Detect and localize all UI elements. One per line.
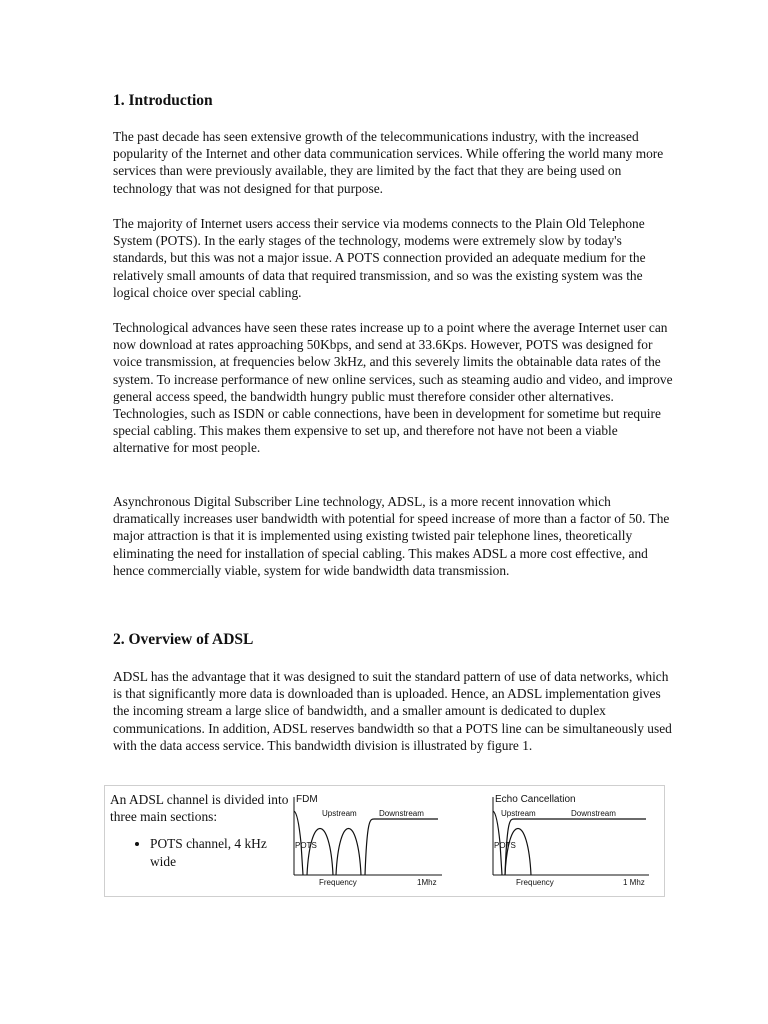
figure-description — [110, 791, 295, 870]
echo-downstream-label: Downstream — [571, 809, 616, 818]
intro-paragraph-3: Technological advances have seen these rates increase up to a point where the average Internet user can now download at rates approaching 50Kbps, and send at 33.6Kps. However, POTS was designed for voice transmission, at frequencies below 3kHz, and this severely limits the obtainable data rates of the system. To increase performance of new online services, such as steaming audio and video, and improve general access speed, the bandwidth hungry public must therefore consider other alternatives. Technologies, such as ISDN or cable connections, have been in development for sometime but require special cabling. This makes them expensive to set up, and therefore not have not been a viable alternative for most people. — [113, 320, 673, 456]
intro-paragraph-4: Asynchronous Digital Subscriber Line technology, ADSL, is a more recent innovation which dramatically increases user bandwidth with potential for speed increase of more than a factor of 50. The major attraction is that it is implemented using existing twisted pair telephone lines, theoretically eliminating the need for installation of special cabling. This makes ADSL a more cost effective, and hence commercially viable, system for wide bandwidth data transmission. — [113, 494, 670, 578]
echo-cancellation-diagram — [491, 791, 661, 889]
fdm-upstream-band — [307, 829, 333, 876]
section-heading-overview: 2. Overview of ADSL — [113, 631, 254, 648]
figure-bullet-list — [110, 835, 295, 869]
intro-paragraph-1: The past decade has seen extensive growth of the telecommunications industry, with the increased popularity of the Internet and other data communication services. While offering the world many more services than were previously available, they are limited by the fact that they are being used on technology that was not designed for that purpose. — [113, 129, 664, 196]
fdm-downstream-label: Downstream — [379, 809, 424, 818]
fdm-pots-label: POTS — [295, 841, 317, 850]
fdm-xmax: 1Mhz — [417, 878, 437, 887]
fdm-downstream-band — [365, 819, 438, 875]
echo-upstream-label: Upstream — [501, 809, 536, 818]
fdm-upstream-label: Upstream — [322, 809, 357, 818]
fdm-upstream-band-2 — [336, 829, 361, 876]
echo-xlabel: Frequency — [516, 878, 554, 887]
figure-bullet-item: • POTS channel, 4 kHz wide — [150, 835, 295, 869]
echo-pots-label: POTS — [494, 841, 516, 850]
fdm-title: FDM — [296, 794, 318, 805]
echo-downstream-band — [505, 819, 646, 875]
intro-paragraph-2: The majority of Internet users access their service via modems connects to the Plain Old Telephone System (POTS). In the early stages of the technology, modems were extremely slow by today's standards, but this was not a major issue. A POTS connection provided an adequate medium for the relatively small amounts of data that required transmission, and so was the existing system was the logical choice over special cabling. — [113, 216, 646, 300]
figure-intro-text: An ADSL channel is divided into three main sections: — [110, 792, 289, 825]
echo-xmax: 1 Mhz — [623, 878, 645, 887]
figure-1 — [104, 785, 665, 897]
echo-title: Echo Cancellation — [495, 794, 576, 805]
echo-upstream-band — [505, 829, 531, 876]
fdm-xlabel: Frequency — [319, 878, 357, 887]
overview-paragraph-1: ADSL has the advantage that it was designed to suit the standard pattern of use of data networks, which is that significantly more data is downloaded than is uploaded. Hence, an ADSL implementation gives the incoming stream a large slice of bandwidth, and a smaller amount is dedicated to duplex communications. In addition, ADSL reserves bandwidth so that a POTS line can be simultaneously used with the data access service. This bandwidth division is illustrated by figure 1. — [113, 669, 672, 753]
fdm-diagram — [292, 791, 462, 889]
section-heading-introduction: 1. Introduction — [113, 92, 213, 109]
